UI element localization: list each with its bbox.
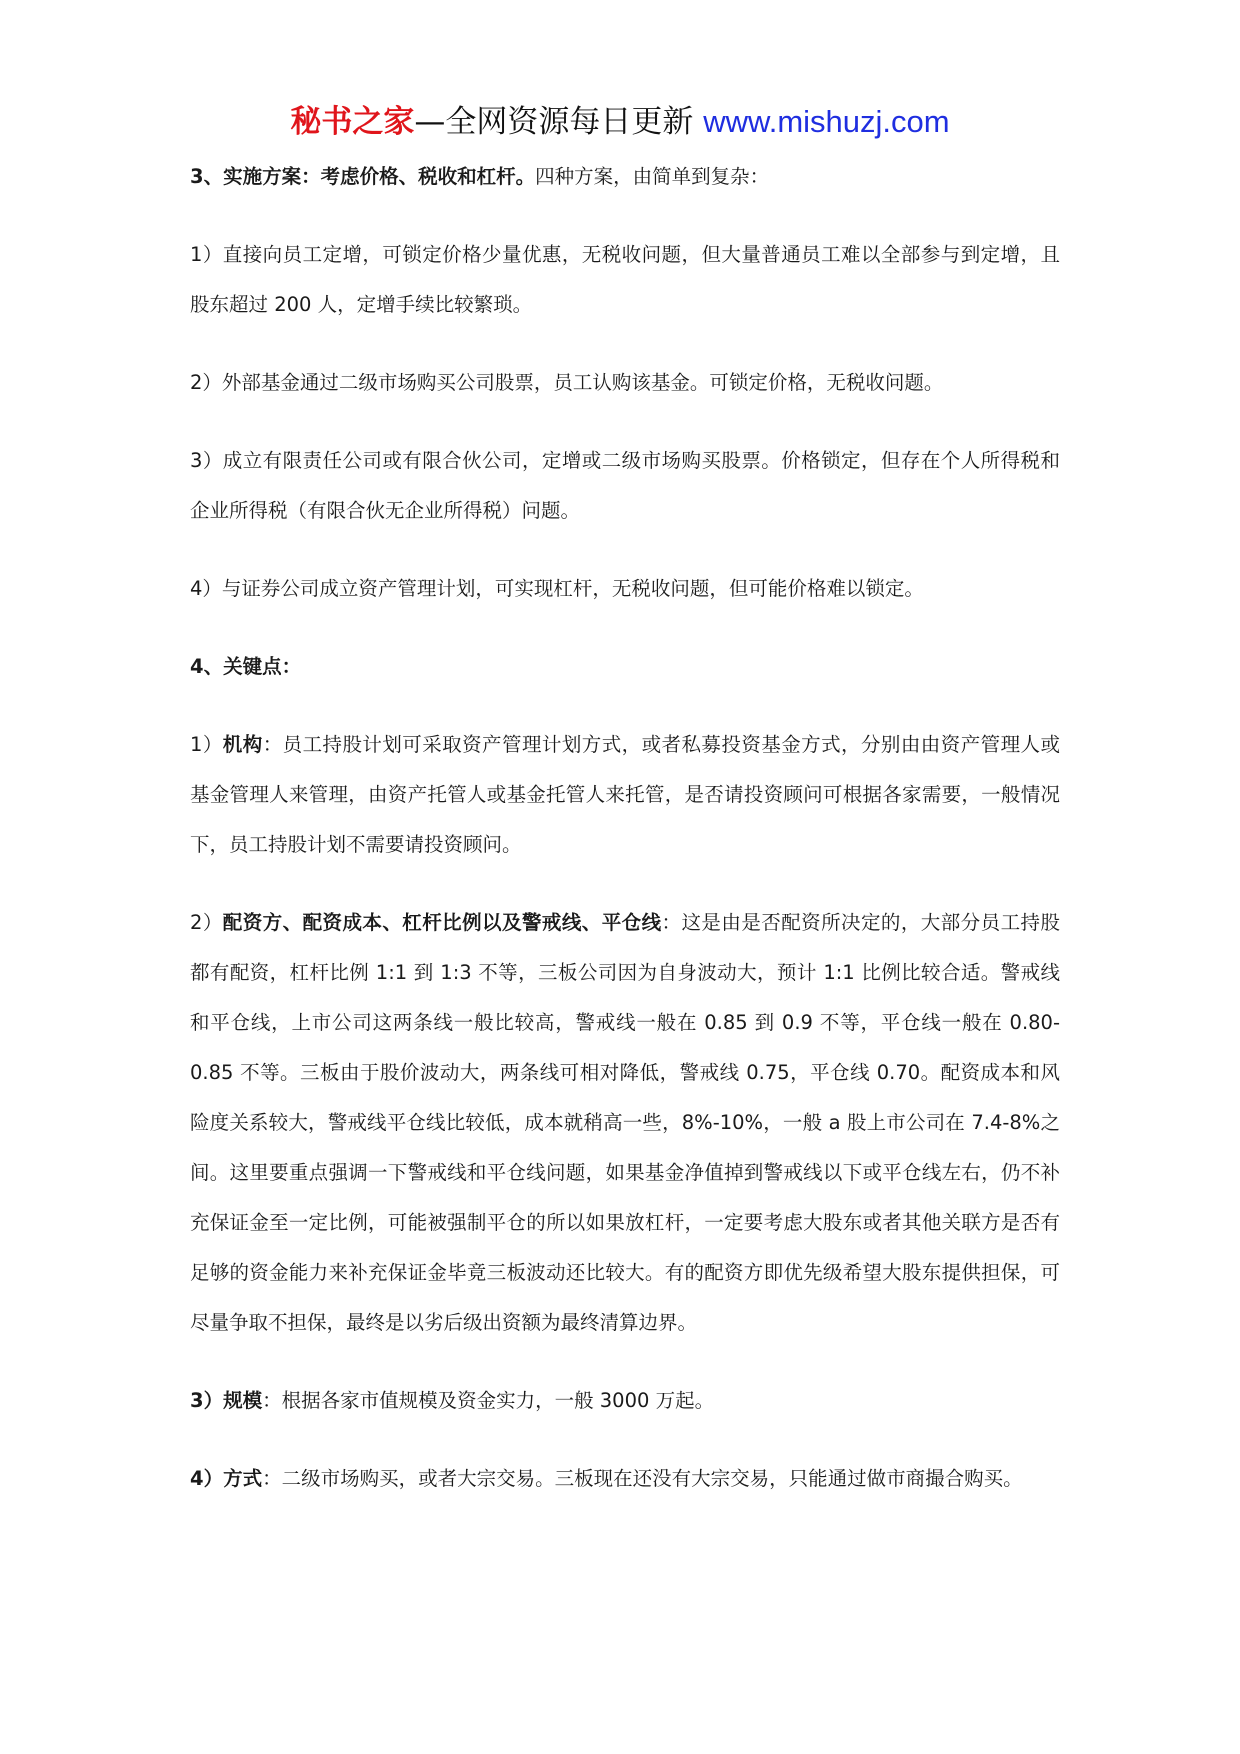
point-1-text: ：员工持股计划可采取资产管理计划方式，或者私募投资基金方式，分别由由资产管理人或基金管理人来管理，由资产托管人或基金托管人来托管，是否请投资顾问可根据各家需要，一般情况下，员工持股计划不需要请投资顾问。: [190, 733, 1060, 856]
section-3-item-3: 3）成立有限责任公司或有限合伙公司，定增或二级市场购买股票。价格锁定，但存在个人所得税和企业所得税（有限合伙无企业所得税）问题。: [190, 449, 1060, 522]
point-1-label: 机构: [222, 733, 263, 756]
point-2-label: 配资方、配资成本、杠杆比例以及警戒线、平仓线: [222, 911, 662, 934]
site-header: [0, 102, 1240, 142]
point-4-text: ：二级市场购买，或者大宗交易。三板现在还没有大宗交易，只能通过做市商撮合购买。: [262, 1467, 1023, 1490]
section-3-intro: 四种方案，由简单到复杂：: [535, 165, 770, 188]
point-4-label: 4）方式: [190, 1467, 263, 1490]
section-4-heading-paragraph: [190, 642, 1060, 692]
point-3-label: 3）规模: [190, 1389, 263, 1412]
section-3-heading-paragraph: [190, 152, 1060, 202]
point-2-prefix: 2）: [190, 911, 223, 934]
point-2-text: ：这是由是否配资所决定的，大部分员工持股都有配资，杠杆比例 1:1 到 1:3 不等，三板公司因为自身波动大，预计 1:1 比例比较合适。警戒线和平仓线，上市公司这两条线一般比较高，警戒线一般在 0.85 到 0.9 不等，平仓线一般在 0.80-0.85 不等。三板由于股价波动大，两条线可相对降低，警戒线 0.75，平仓线 0.70。配资成本和风险度关系较大，警戒线平仓线比较低，成本就稍高一些，8%-10%，一般 a 股上市公司在 7.4-8%之间。这里要重点强调一下警戒线和平仓线问题，如果基金净值掉到警戒线以下或平仓线左右，仍不补充保证金至一定比例，可能被强制平仓的所以如果放杠杆，一定要考虑大股东或者其他关联方是否有足够的资金能力来补充保证金毕竟三板波动还比较大。有的配资方即优先级希望大股东提供担保，可尽量争取不担保，最终是以劣后级出资额为最终清算边界。: [190, 911, 1060, 1334]
section-3-item-4: 4）与证券公司成立资产管理计划，可实现杠杆，无税收问题，但可能价格难以锁定。: [190, 577, 924, 600]
section-3-item-2: 2）外部基金通过二级市场购买公司股票，员工认购该基金。可锁定价格，无税收问题。: [190, 371, 944, 394]
brand-name: 秘书之家: [290, 104, 415, 140]
section-3-item-1: 1）直接向员工定增，可锁定价格少量优惠，无税收问题，但大量普通员工难以全部参与到定增，且股东超过 200 人，定增手续比较繁琐。: [190, 243, 1060, 316]
point-3-text: ：根据各家市值规模及资金实力，一般 3000 万起。: [262, 1389, 715, 1412]
header-url-link[interactable]: www.mishuzj.com: [703, 104, 950, 139]
section-4-point-2: [190, 898, 1060, 1348]
section-4-point-3: [190, 1376, 1060, 1426]
section-4-point-4: [190, 1454, 1060, 1504]
point-1-prefix: 1）: [190, 733, 223, 756]
header-tagline: —全网资源每日更新: [414, 104, 694, 140]
section-4-heading: 4、关键点：: [190, 655, 302, 678]
document-body: [190, 152, 1060, 1532]
section-4-point-1: [190, 720, 1060, 870]
section-3-heading: 3、实施方案：考虑价格、税收和杠杆。: [190, 165, 536, 188]
